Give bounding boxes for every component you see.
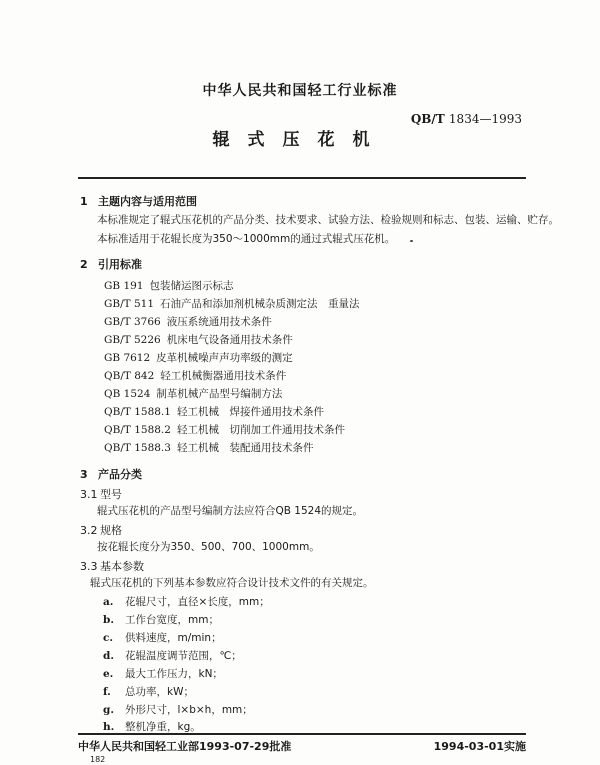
- reference-item: [104, 278, 233, 293]
- reference-name: 机床电气设备通用技术条件: [166, 334, 293, 346]
- list-item: [103, 719, 201, 734]
- list-text: 整机净重，kg。: [125, 721, 201, 733]
- reference-code: QB 1524: [104, 388, 151, 400]
- subsection-3-3-heading: [80, 558, 144, 574]
- list-marker: h.: [103, 721, 115, 733]
- list-item: [103, 594, 270, 609]
- reference-name: 皮革机械噪声声功率级的测定: [156, 352, 293, 364]
- reference-name: 轻工机械 焊接件通用技术条件: [176, 406, 324, 418]
- scan-speck: [410, 240, 413, 242]
- paragraph: 按花辊长度分为350、500、700、1000mm。: [97, 541, 320, 553]
- paragraph: 本标准规定了辊式压花机的产品分类、技术要求、试验方法、检验规则和标志、包装、运输、贮存。: [97, 214, 559, 226]
- reference-code: QB/T 1588.3: [104, 442, 171, 454]
- standard-number-value: 1834—1993: [448, 112, 522, 126]
- section-3-heading: [80, 466, 142, 482]
- page-number: 182: [90, 755, 106, 764]
- list-marker: e.: [103, 668, 114, 680]
- reference-name: 轻工机械 切削加工件通用技术条件: [176, 424, 345, 436]
- reference-code: GB/T 5226: [104, 334, 161, 346]
- reference-code: GB/T 511: [104, 298, 155, 310]
- reference-item: [104, 440, 313, 455]
- reference-code: QB/T 1588.2: [104, 424, 171, 436]
- list-item: [103, 666, 223, 681]
- paragraph: 辊式压花机的产品型号编制方法应符合QB 1524的规定。: [97, 505, 364, 517]
- section-1-heading: [80, 193, 197, 209]
- list-item: [103, 612, 219, 627]
- paragraph: 辊式压花机的下列基本参数应符合设计技术文件的有关规定。: [90, 577, 374, 589]
- issuer-title: 中华人民共和国轻工行业标准: [202, 83, 398, 99]
- reference-code: QB/T 1588.1: [104, 406, 171, 418]
- document-title: 辊式压花机: [212, 130, 388, 150]
- reference-item: [104, 368, 286, 383]
- list-item: [103, 684, 194, 699]
- subsection-3-1-heading: [80, 486, 122, 502]
- reference-name: 轻工机械衡器通用技术条件: [160, 370, 287, 382]
- subsection-3-2-heading: [80, 522, 122, 538]
- section-number: 2: [80, 258, 88, 271]
- list-marker: b.: [103, 614, 114, 626]
- section-2-heading: [80, 256, 142, 272]
- list-text: 总功率，kW；: [125, 686, 194, 698]
- paragraph: 本标准适用于花辊长度为350～1000mm的通过式辊式压花机。: [97, 233, 396, 245]
- list-marker: d.: [103, 650, 114, 662]
- reference-item: [104, 386, 282, 401]
- list-text: 花辊温度调节范围，℃；: [125, 650, 242, 662]
- list-marker: a.: [103, 596, 114, 608]
- footer-rule: [78, 733, 526, 735]
- subsection-number: 3.2: [80, 524, 98, 537]
- implementation-date: 1994-03-01实施: [433, 740, 526, 753]
- reference-item: [104, 314, 272, 329]
- reference-name: 轻工机械 装配通用技术条件: [176, 442, 314, 454]
- list-text: 供料速度，m/min；: [125, 632, 222, 644]
- list-marker: g.: [103, 704, 114, 716]
- reference-code: GB/T 3766: [104, 316, 161, 328]
- list-text: 外形尺寸，l×b×h，mm；: [125, 704, 253, 716]
- reference-item: [104, 332, 293, 347]
- reference-code: QB/T 842: [104, 370, 155, 382]
- reference-item: [104, 422, 345, 437]
- subsection-title: 型号: [100, 488, 122, 501]
- list-text: 花辊尺寸，直径×长度，mm；: [125, 596, 270, 608]
- subsection-number: 3.1: [80, 488, 98, 501]
- section-title: 主题内容与适用范围: [98, 195, 197, 208]
- list-marker: f.: [103, 686, 111, 698]
- list-marker: c.: [103, 632, 114, 644]
- reference-item: [104, 404, 324, 419]
- approval-line: 中华人民共和国轻工业部1993-07-29批准: [78, 740, 292, 753]
- reference-name: 液压系统通用技术条件: [166, 316, 272, 328]
- list-item: [103, 702, 253, 717]
- subsection-title: 规格: [100, 524, 122, 537]
- section-number: 1: [80, 195, 88, 208]
- reference-code: GB 7612: [104, 352, 151, 364]
- standard-number-prefix: QB/T: [410, 112, 445, 126]
- section-title: 引用标准: [98, 258, 142, 271]
- list-text: 工作台宽度，mm；: [125, 614, 219, 626]
- standard-number: [411, 112, 522, 126]
- list-text: 最大工作压力，kN；: [125, 668, 223, 680]
- subsection-title: 基本参数: [100, 560, 144, 573]
- section-number: 3: [80, 468, 88, 481]
- header-rule: [78, 177, 526, 179]
- subsection-number: 3.3: [80, 560, 98, 573]
- reference-item: [104, 350, 293, 365]
- reference-name: 包装储运图示标志: [149, 280, 234, 292]
- reference-name: 石油产品和添加剂机械杂质测定法 重量法: [160, 298, 360, 310]
- reference-code: GB 191: [104, 280, 144, 292]
- list-item: [103, 648, 242, 663]
- reference-name: 制革机械产品型号编制方法: [156, 388, 283, 400]
- section-title: 产品分类: [98, 468, 142, 481]
- list-item: [103, 630, 222, 645]
- reference-item: [104, 296, 360, 311]
